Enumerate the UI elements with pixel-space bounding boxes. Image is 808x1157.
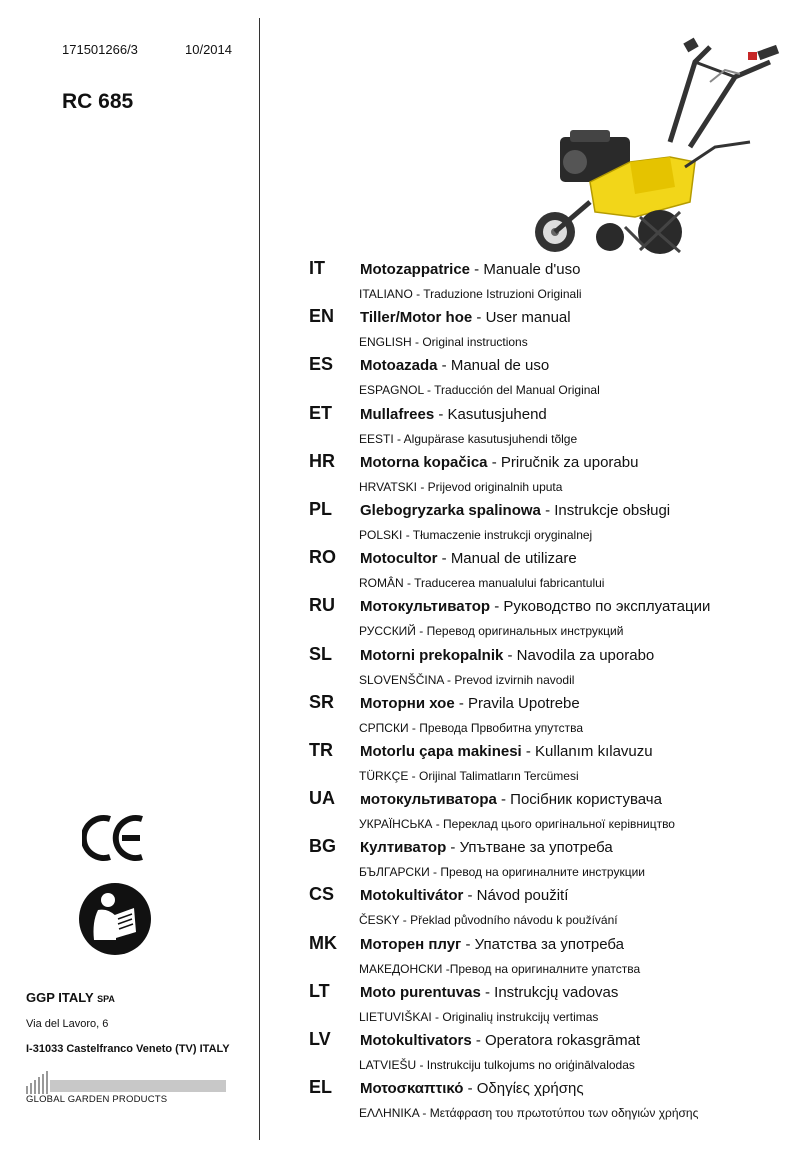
language-subtitle: БЪЛГАРСКИ - Превод на оригиналните инструкции bbox=[359, 865, 645, 880]
manual-type: - Руководство по эксплуатации bbox=[490, 598, 711, 616]
language-subtitle: HRVATSKI - Prijevod originalnih uputa bbox=[359, 479, 563, 494]
language-entry-it bbox=[309, 258, 789, 306]
language-title bbox=[360, 261, 580, 278]
language-code: UA bbox=[309, 788, 335, 809]
company-street: Via del Lavoro, 6 bbox=[26, 1018, 109, 1030]
manual-type: - Instrukcje obsługi bbox=[540, 501, 671, 519]
language-subtitle: SLOVENŠČINA - Prevod izvirnih navodil bbox=[359, 672, 575, 687]
language-entry-tr bbox=[309, 740, 789, 788]
product-name: мотокультиватора bbox=[360, 791, 497, 809]
manual-type: - Operatora rokasgrāmat bbox=[471, 1032, 641, 1049]
language-title bbox=[360, 936, 624, 953]
language-title bbox=[360, 454, 638, 471]
product-name: Motokultivátor bbox=[360, 887, 464, 905]
doc-code: 171501266/3 bbox=[62, 42, 138, 57]
tiller-illustration bbox=[520, 22, 790, 267]
language-entry-en bbox=[309, 306, 789, 354]
product-name: Мотокультиватор bbox=[360, 598, 491, 616]
product-name: Моторни хое bbox=[360, 694, 455, 712]
language-title bbox=[360, 839, 613, 856]
manual-type: - Navodila za uporabo bbox=[503, 646, 655, 664]
language-title bbox=[360, 647, 654, 664]
language-entry-ua bbox=[309, 788, 789, 836]
language-entry-sl bbox=[309, 644, 789, 692]
manual-type: - Manual de uso bbox=[437, 357, 550, 375]
language-subtitle: ENGLISH - Original instructions bbox=[359, 335, 528, 350]
company-suffix: SPA bbox=[97, 994, 115, 1004]
language-title bbox=[360, 406, 547, 423]
product-name: Култиватор bbox=[360, 839, 447, 857]
company-name bbox=[26, 990, 115, 1005]
language-code: EN bbox=[309, 306, 335, 327]
language-code: RU bbox=[309, 595, 335, 616]
language-subtitle: РУССКИЙ - Перевод оригинальных инструкций bbox=[359, 624, 624, 639]
language-title bbox=[360, 357, 549, 374]
language-entry-cs bbox=[309, 884, 789, 932]
language-entry-ro bbox=[309, 547, 789, 595]
language-title bbox=[360, 887, 568, 904]
ggp-logo-text: GLOBAL GARDEN PRODUCTS bbox=[26, 1094, 168, 1105]
language-subtitle: ΕΛΛΗΝΙΚΑ - Μετάφραση του πρωτοτύπου των οδηγιών χρήσης bbox=[359, 1106, 699, 1121]
language-subtitle: ITALIANO - Traduzione Istruzioni Originali bbox=[359, 287, 582, 301]
ce-mark-icon bbox=[82, 813, 148, 863]
language-subtitle: СРПСКИ - Превода Првобитна упутства bbox=[359, 720, 584, 735]
manual-type: - Manual de utilizare bbox=[437, 550, 577, 568]
language-code: HR bbox=[309, 450, 335, 471]
language-title bbox=[360, 791, 662, 808]
read-manual-icon bbox=[78, 882, 152, 956]
language-code: CS bbox=[309, 884, 335, 905]
language-subtitle: LIETUVIŠKAI - Originalių instrukcijų vertimas bbox=[359, 1009, 599, 1024]
language-subtitle: ESPAGNOL - Traducción del Manual Original bbox=[359, 383, 600, 398]
language-entry-lt bbox=[309, 981, 789, 1029]
language-entry-et bbox=[309, 403, 789, 451]
language-subtitle: УКРАЇНСЬКА - Переклад цього оригінальної керівництво bbox=[359, 817, 675, 832]
language-title bbox=[360, 502, 670, 519]
language-list bbox=[309, 258, 789, 1125]
language-subtitle: EESTI - Algupärase kasutusjuhendi tõlge bbox=[359, 431, 578, 446]
manual-type: - User manual bbox=[472, 309, 571, 327]
language-subtitle: POLSKI - Tłumaczenie instrukcji oryginalnej bbox=[359, 527, 593, 542]
doc-date: 10/2014 bbox=[185, 42, 232, 57]
language-code: PL bbox=[309, 498, 333, 519]
language-code: RO bbox=[309, 547, 336, 568]
language-code: SR bbox=[309, 691, 335, 712]
language-code: ET bbox=[309, 402, 333, 423]
language-title bbox=[360, 1080, 584, 1097]
language-code: LV bbox=[309, 1029, 331, 1049]
manual-type: - Manuale d'uso bbox=[470, 261, 581, 278]
product-name: Motorlu çapa makinesi bbox=[360, 742, 522, 760]
model-title: RC 685 bbox=[62, 90, 134, 113]
language-subtitle: ROMÂN - Traducerea manualului fabricantului bbox=[359, 576, 605, 591]
language-code: MK bbox=[309, 932, 337, 953]
language-title bbox=[360, 743, 653, 760]
product-name: Моторен плуг bbox=[360, 935, 462, 953]
language-code: TR bbox=[309, 739, 333, 760]
language-entry-sr bbox=[309, 692, 789, 740]
language-code: BG bbox=[309, 836, 336, 857]
product-name: Motozappatrice bbox=[360, 261, 471, 278]
product-name: Motorni prekopalnik bbox=[360, 646, 504, 664]
language-entry-lv bbox=[309, 1029, 789, 1077]
language-code: IT bbox=[309, 258, 325, 278]
product-name: Tiller/Motor hoe bbox=[360, 309, 473, 327]
product-name: Motorna kopačica bbox=[360, 453, 488, 471]
language-entry-ru bbox=[309, 595, 789, 643]
manual-type: - Priručnik za uporabu bbox=[487, 453, 639, 471]
language-code: LT bbox=[309, 980, 330, 1001]
product-name: Μοτοσκαπτικό bbox=[360, 1080, 464, 1098]
language-code: EL bbox=[309, 1077, 333, 1098]
language-entry-hr bbox=[309, 451, 789, 499]
company-name-text: GGP ITALY bbox=[26, 990, 94, 1005]
manual-type: - Kullanım kılavuzu bbox=[521, 742, 653, 760]
language-title bbox=[360, 598, 710, 615]
product-name: Mullafrees bbox=[360, 405, 435, 423]
product-name: Motoazada bbox=[360, 357, 438, 375]
manual-type: - Упатства за употреба bbox=[461, 935, 625, 953]
language-title bbox=[360, 550, 577, 567]
product-name: Moto purentuvas bbox=[360, 983, 481, 1001]
manual-type: - Οδηγίες χρήσης bbox=[463, 1080, 584, 1098]
language-subtitle: МАКЕДОНСКИ -Превод на оригиналните упатства bbox=[359, 961, 641, 976]
language-entry-mk bbox=[309, 933, 789, 981]
product-name: Motocultor bbox=[360, 550, 438, 568]
language-subtitle: LATVIEŠU - Instrukciju tulkojums no oriģinālvalodas bbox=[359, 1058, 635, 1072]
product-name: Motokultivators bbox=[360, 1032, 472, 1049]
language-title bbox=[360, 1032, 640, 1049]
language-entry-es bbox=[309, 354, 789, 402]
manual-type: - Návod použití bbox=[463, 887, 569, 905]
language-entry-el bbox=[309, 1077, 789, 1125]
company-city: I-31033 Castelfranco Veneto (TV) ITALY bbox=[26, 1043, 230, 1055]
manual-type: - Pravila Upotrebe bbox=[454, 694, 580, 712]
language-code: ES bbox=[309, 354, 334, 375]
manual-type: - Упътване за употреба bbox=[446, 839, 613, 857]
manual-type: - Kasutusjuhend bbox=[434, 405, 547, 423]
vertical-divider bbox=[259, 18, 260, 1140]
language-title bbox=[360, 695, 580, 712]
language-title bbox=[360, 984, 618, 1001]
language-subtitle: TÜRKÇE - Orijinal Talimatların Tercümesi bbox=[359, 768, 579, 783]
language-subtitle: ČESKY - Překlad původního návodu k používání bbox=[359, 913, 618, 928]
language-code: SL bbox=[309, 643, 333, 664]
manual-type: - Посібник користувача bbox=[496, 791, 662, 809]
language-title bbox=[360, 309, 571, 326]
manual-type: - Instrukcjų vadovas bbox=[480, 983, 619, 1001]
language-entry-pl bbox=[309, 499, 789, 547]
product-name: Glebogryzarka spalinowa bbox=[360, 501, 541, 519]
language-entry-bg bbox=[309, 836, 789, 884]
